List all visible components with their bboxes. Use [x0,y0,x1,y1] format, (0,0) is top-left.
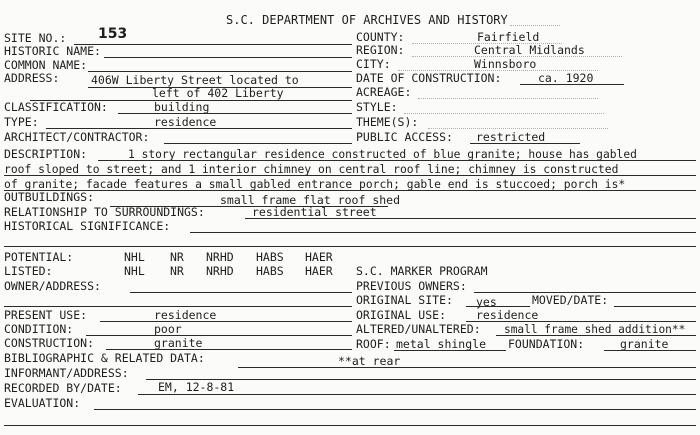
roof-value: metal shingle [396,337,487,351]
construction-value: granite [154,336,203,350]
type-label: TYPE: [4,115,39,129]
owner-address-line2 [4,306,352,307]
moved-date-label: MOVED/DATE: [532,293,609,307]
bibliographic-label: BIBLIOGRAPHIC & RELATED DATA: [4,351,205,365]
construction-line [106,349,352,350]
themes-line [428,128,608,129]
recorded-by-value: EM, 12-8-81 [158,380,235,394]
evaluation-line2 [4,425,696,426]
city-value: Winnsboro [474,57,537,71]
original-site-label: ORIGINAL SITE: [356,293,453,307]
description-line3: of granite; facade features a small gabled entrance porch; gable end is stuccoed; porch is* [4,177,626,191]
historic-name-label: HISTORIC NAME: [4,44,101,58]
recorded-by-line [138,394,696,395]
outbuildings-value: small frame flat roof shed [220,193,401,207]
city-label: CITY: [356,57,391,71]
header-dots [510,25,560,26]
type-value: residence [154,115,217,129]
evaluation-label: EVALUATION: [4,396,81,410]
potential-option-haer: HAER [305,250,333,264]
original-site-value: yes [476,295,497,309]
classification-line [118,113,352,114]
altered-line [496,335,696,336]
foundation-label: FOUNDATION: [508,337,585,351]
style-label: STYLE: [356,100,398,114]
classification-value: building [154,100,210,114]
relationship-line [245,218,696,219]
original-site-line [466,306,530,307]
original-use-label: ORIGINAL USE: [356,308,447,322]
evaluation-line [94,409,696,410]
altered-label: ALTERED/UNALTERED: [356,322,481,336]
roof-line [394,350,506,351]
public-access-line [470,143,580,144]
site-no-label: SITE NO.: [4,31,67,45]
county-value: Fairfield [477,30,540,44]
listed-option-nhl: NHL [124,264,145,278]
owner-address-label: OWNER/ADDRESS: [4,279,101,293]
region-value: Central Midlands [474,43,585,57]
potential-option-nhl: NHL [124,250,145,264]
owner-address-line [130,292,352,293]
foundation-line [604,350,696,351]
site-no-value: 153 [98,26,128,42]
present-use-value: residence [154,308,217,322]
classification-label: CLASSIFICATION: [4,100,108,114]
listed-option-habs: HABS [256,264,284,278]
relationship-value: residential street [252,205,377,219]
listed-option-nrhd: NRHD [206,264,234,278]
architect-label: ARCHITECT/CONTRACTOR: [4,130,150,144]
outbuildings-label: OUTBUILDINGS: [4,190,95,204]
present-use-line [100,321,352,322]
description-rule1 [98,160,696,161]
potential-option-habs: HABS [256,250,284,264]
description-rule2 [4,175,696,176]
marker-program-label: S.C. MARKER PROGRAM [356,264,488,278]
county-label: COUNTY: [356,30,405,44]
date-of-construction-line [520,84,624,85]
present-use-label: PRESENT USE: [4,308,88,322]
bibliographic-note: **at rear [338,354,401,368]
listed-option-haer: HAER [305,264,333,278]
roof-label: ROOF: [356,337,391,351]
common-name-label: COMMON NAME: [4,58,88,72]
listed-label: LISTED: [4,264,53,278]
relationship-label: RELATIONSHIP TO SURROUNDINGS: [4,205,205,219]
potential-option-nr: NR [170,250,184,264]
condition-value: poor [154,322,182,336]
listed-option-nr: NR [170,264,184,278]
public-access-value: restricted [476,130,546,144]
significance-rule [4,246,696,247]
description-line1: 1 story rectangular residence constructed of blue granite; house has gabled [128,147,637,161]
public-access-label: PUBLIC ACCESS: [356,130,453,144]
address-label: ADDRESS: [4,71,60,85]
historic-name-line [104,57,352,58]
date-of-construction-label: DATE OF CONSTRUCTION: [356,71,502,85]
architect-line [164,143,352,144]
foundation-value: granite [620,337,669,351]
informant-label: INFORMANT/ADDRESS: [4,366,129,380]
type-line [46,128,352,129]
acreage-line [418,98,598,99]
recorded-by-label: RECORDED BY/DATE: [4,381,122,395]
bibliographic-line [238,367,696,368]
description-label: DESCRIPTION: [4,147,88,161]
address-value-line2: left of 402 Liberty [152,86,284,100]
themes-label: THEME(S): [356,115,419,129]
condition-label: CONDITION: [4,322,74,336]
potential-label: POTENTIAL: [4,250,74,264]
common-name-line [88,71,352,72]
altered-value: small frame shed addition** [504,322,686,336]
address-value-line1: 406W Liberty Street located to [91,73,299,87]
potential-option-nrhd: NRHD [206,250,234,264]
construction-label: CONSTRUCTION: [4,336,95,350]
historical-significance-label: HISTORICAL SIGNIFICANCE: [4,219,171,233]
date-of-construction-value: ca. 1920 [538,71,594,85]
form-title: S.C. DEPARTMENT OF ARCHIVES AND HISTORY [226,13,508,27]
original-use-value: residence [476,308,539,322]
previous-owners-label: PREVIOUS OWNERS: [356,279,467,293]
description-line2: roof sloped to street; and 1 interior chimney on central roof line; chimney is constructed [4,162,619,176]
style-line [404,113,604,114]
historical-significance-line [190,232,696,233]
region-label: REGION: [356,43,405,57]
condition-line [86,335,352,336]
moved-date-line [614,306,696,307]
site-no-line [74,44,352,45]
description-rule3 [4,190,696,191]
acreage-label: ACREAGE: [356,85,412,99]
